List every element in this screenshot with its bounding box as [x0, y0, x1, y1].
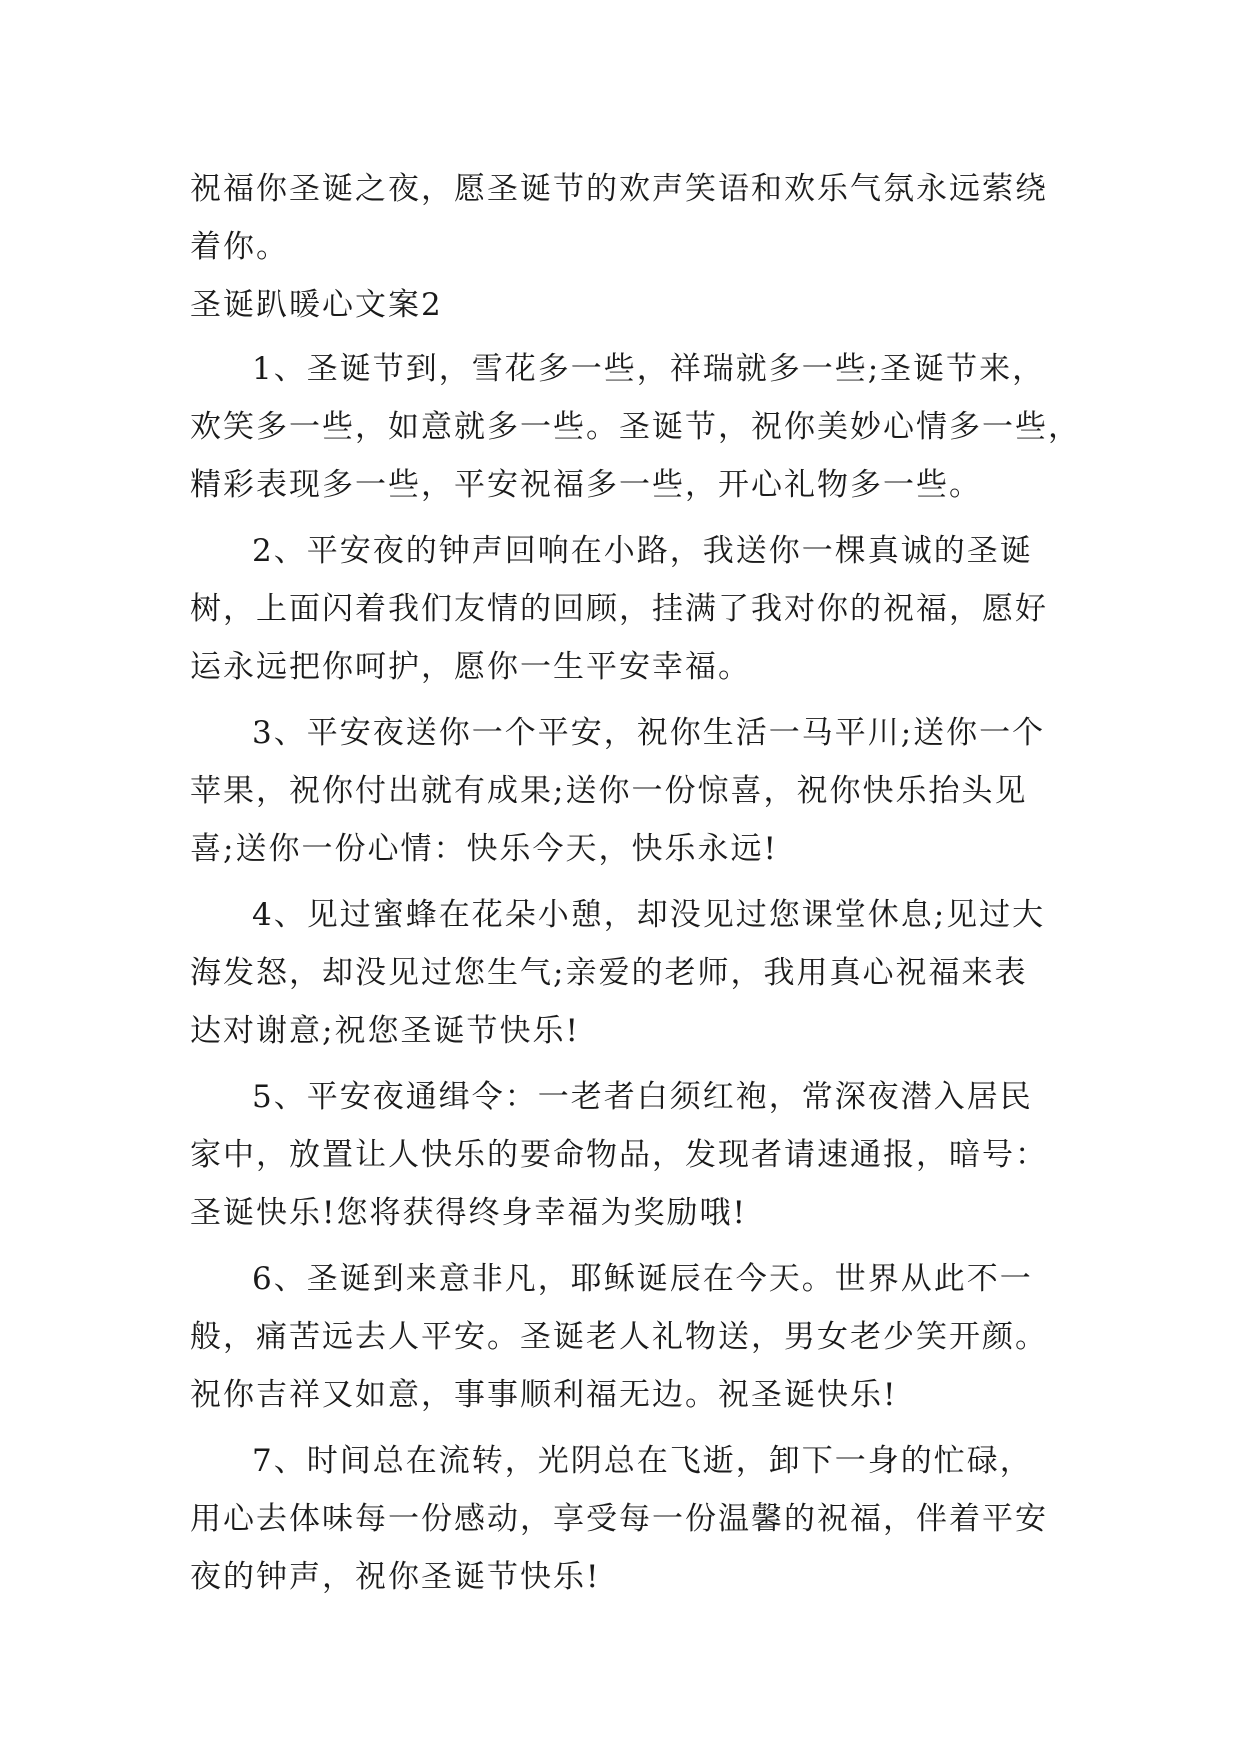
- wish-line: 家中，放置让人快乐的要命物品，发现者请速通报，暗号：: [190, 1137, 1048, 1173]
- wish-item-1: [190, 340, 1081, 514]
- document-page: [190, 160, 1081, 1614]
- wish-line: 圣诞快乐!您将获得终身幸福为奖励哦!: [190, 1195, 747, 1231]
- wish-line: 喜;送你一份心情：快乐今天，快乐永远!: [190, 831, 778, 867]
- wish-line: 海发怒，却没见过您生气;亲爱的老师，我用真心祝福来表: [190, 955, 1028, 991]
- wish-line: 苹果，祝你付出就有成果;送你一份惊喜，祝你快乐抬头见: [190, 773, 1028, 809]
- wish-line: 1、圣诞节到，雪花多一些，祥瑞就多一些;圣诞节来，: [252, 351, 1046, 387]
- wish-line: 7、时间总在流转，光阴总在飞逝，卸下一身的忙碌，: [252, 1443, 1033, 1479]
- wish-line: 精彩表现多一些，平安祝福多一些，开心礼物多一些。: [190, 467, 982, 503]
- wish-item-7: [190, 1432, 1060, 1606]
- wish-item-6: [190, 1250, 1060, 1424]
- wish-line: 般，痛苦远去人平安。圣诞老人礼物送，男女老少笑开颜。: [190, 1319, 1048, 1355]
- wish-line: 运永远把你呵护，愿你一生平安幸福。: [190, 649, 751, 685]
- section-title: 圣诞趴暖心文案2: [190, 287, 443, 323]
- wish-line: 夜的钟声，祝你圣诞节快乐!: [190, 1559, 601, 1595]
- wish-item-3: [190, 704, 1060, 878]
- wish-line: 5、平安夜通缉令：一老者白须红袍，常深夜潜入居民: [252, 1079, 1033, 1115]
- wish-line: 4、见过蜜蜂在花朵小憩，却没见过您课堂休息;见过大: [252, 897, 1046, 933]
- wish-item-5: [190, 1068, 1060, 1242]
- wish-line: 2、平安夜的钟声回响在小路，我送你一棵真诚的圣诞: [252, 533, 1033, 569]
- wish-line: 欢笑多一些，如意就多一些。圣诞节，祝你美妙心情多一些，: [190, 409, 1081, 445]
- wish-line: 祝你吉祥又如意，事事顺利福无边。祝圣诞快乐!: [190, 1377, 898, 1413]
- wish-line: 用心去体味每一份感动，享受每一份温馨的祝福，伴着平安: [190, 1501, 1048, 1537]
- wish-item-2: [190, 522, 1060, 696]
- intro-line-1: 祝福你圣诞之夜，愿圣诞节的欢声笑语和欢乐气氛永远萦绕: [190, 171, 1048, 207]
- wish-line: 3、平安夜送你一个平安，祝你生活一马平川;送你一个: [252, 715, 1046, 751]
- wish-item-4: [190, 886, 1060, 1060]
- wish-line: 达对谢意;祝您圣诞节快乐!: [190, 1013, 580, 1049]
- wish-line: 树，上面闪着我们友情的回顾，挂满了我对你的祝福，愿好: [190, 591, 1048, 627]
- intro-line-2: 着你。: [190, 229, 289, 265]
- wish-line: 6、圣诞到来意非凡，耶稣诞辰在今天。世界从此不一: [252, 1261, 1033, 1297]
